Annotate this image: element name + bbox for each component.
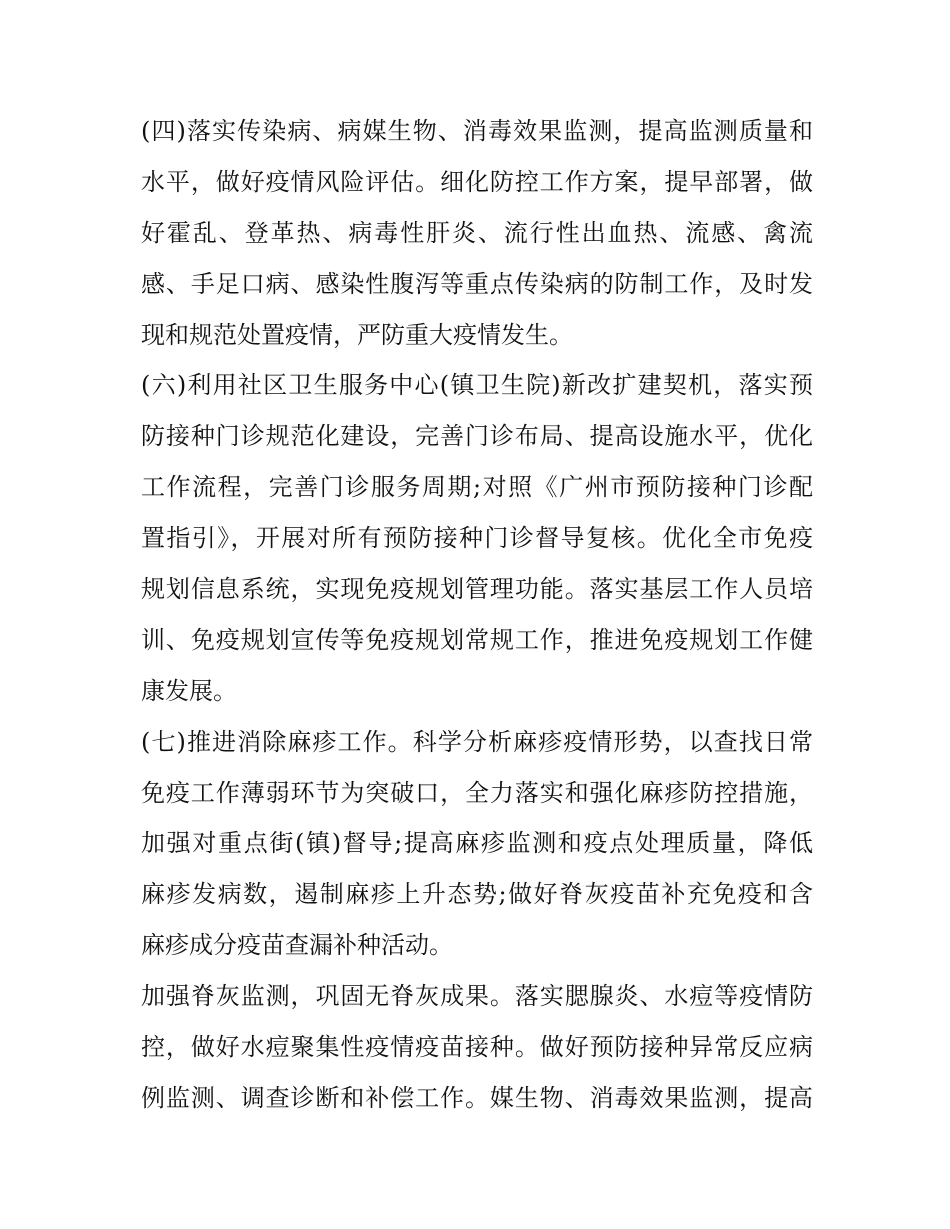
text-line: (六)利用社区卫生服务中心(镇卫生院)新改扩建契机，落实预 <box>141 371 813 400</box>
text-line: 加强对重点街(镇)督导;提高麻疹监测和疫点处理质量，降低 <box>141 829 813 858</box>
text-line: 控，做好水痘聚集性疫情疫苗接种。做好预防接种异常反应病 <box>141 1033 813 1062</box>
text-line: 防接种门诊规范化建设，完善门诊布局、提高设施水平，优化 <box>141 422 813 451</box>
paragraph-infectious-disease-monitoring <box>141 106 813 360</box>
text-line: (四)落实传染病、病媒生物、消毒效果监测，提高监测质量和 <box>141 117 813 145</box>
text-line: 例监测、调查诊断和补偿工作。媒生物、消毒效果监测，提高 <box>141 1083 813 1112</box>
text-line: 现和规范处置疫情，严防重大疫情发生。 <box>141 320 573 349</box>
paragraph-polio-monitoring <box>141 971 813 1124</box>
text-line: 水平，做好疫情风险评估。细化防控工作方案，提早部署，做 <box>141 167 813 196</box>
text-line: 麻疹发病数，遏制麻疹上升态势;做好脊灰疫苗补充免疫和含 <box>141 880 813 909</box>
text-line: 工作流程，完善门诊服务周期;对照《广州市预防接种门诊配 <box>141 473 813 502</box>
text-line: 置指引》，开展对所有预防接种门诊督导复核。优化全市免疫 <box>141 524 813 553</box>
text-line: 感、手足口病、感染性腹泻等重点传染病的防制工作，及时发 <box>141 269 813 298</box>
text-line: 免疫工作薄弱环节为突破口，全力落实和强化麻疹防控措施， <box>141 778 813 807</box>
text-line: 规划信息系统，实现免疫规划管理功能。落实基层工作人员培 <box>141 575 813 604</box>
text-line: 康发展。 <box>141 676 237 705</box>
text-line: (七)推进消除麻疹工作。科学分析麻疹疫情形势，以查找日常 <box>141 727 813 756</box>
paragraph-vaccination-clinics <box>141 360 813 716</box>
document-body <box>141 106 813 1124</box>
text-line: 麻疹成分疫苗查漏补种活动。 <box>141 931 453 960</box>
text-line: 加强脊灰监测，巩固无脊灰成果。落实腮腺炎、水痘等疫情防 <box>141 982 813 1011</box>
paragraph-measles-elimination <box>141 717 813 971</box>
text-line: 好霍乱、登革热、病毒性肝炎、流行性出血热、流感、禽流 <box>141 218 813 247</box>
text-line: 训、免疫规划宣传等免疫规划常规工作，推进免疫规划工作健 <box>141 625 813 654</box>
